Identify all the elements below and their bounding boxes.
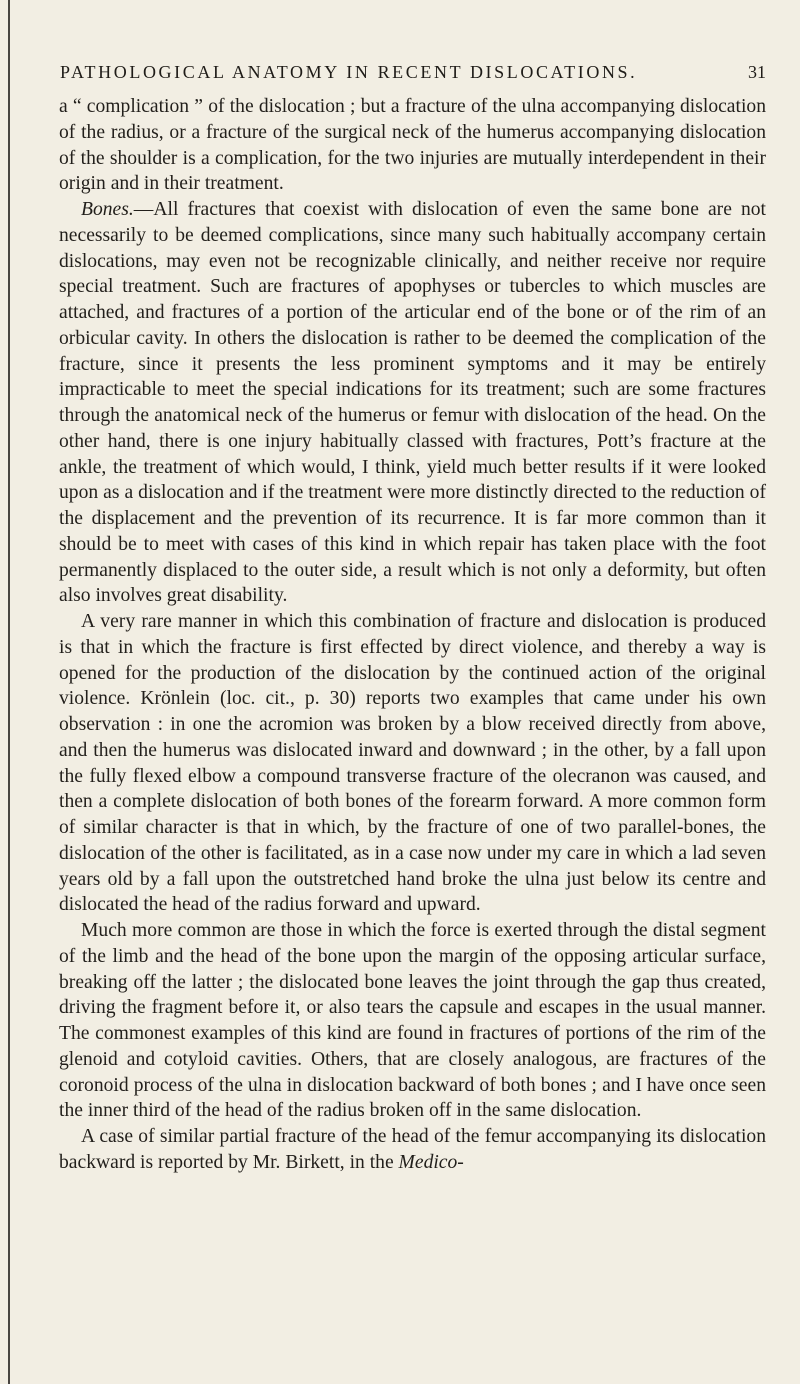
- paragraph-5-text: A case of similar partial fracture of the head of the femur accompanying its dislocation backward is reported by Mr. Birkett, in the: [59, 1126, 766, 1173]
- section-heading-bones: Bones.: [81, 199, 134, 220]
- paragraph-1: a “ complication ” of the dislocation ; but a fracture of the ulna accompanying dislocation of the radius, or a fracture of the surgical neck of the humerus accompanying dislocation of the shoulder is a complication, for the two injuries are mutually interdependent in their origin and in their treatment.: [59, 96, 766, 195]
- paragraph-4: Much more common are those in which the force is exerted through the distal segment of the limb and the head of the bone upon the margin of the opposing articular surface, breaking off the latter ; the dislocated bone leaves the joint through the gap thus created, driving the fragment before it, or also tears the capsule and escapes in the usual manner. The commonest examples of this kind are found in fractures of portions of the rim of the glenoid and cotyloid cavities. Others, that are closely analogous, are fractures of the coronoid process of the ulna in dislocation backward of both bones ; and I have once seen the inner third of the head of the radius broken off in the same dislocation.: [59, 920, 766, 1122]
- journal-title-fragment: Medico-: [398, 1151, 464, 1173]
- paragraph-5: [59, 1124, 766, 1176]
- page-number: 31: [748, 62, 766, 82]
- paragraph-bones: [59, 197, 766, 609]
- running-title: PATHOLOGICAL ANATOMY IN RECENT DISLOCATIONS.: [60, 62, 638, 82]
- paragraph-bones-text: —All fractures that coexist with dislocation of even the same bone are not necessarily to be deemed complications, since many such habitually accompany certain dislocations, may even not be recognizable clinically, and neither receive nor require special treatment. Such are fractures of apophyses or tubercles to which muscles are attached, and fractures of a portion of the articular end of the bone or of the rim of an orbicular cavity. In others the dislocation is rather to be deemed the complication of the fracture, since it presents the less prominent symptoms and it may be entirely impracticable to meet the special indications for its treatment; such are some fractures through the anatomical neck of the humerus or femur with dislocation of the head. On the other hand, there is one injury habitually classed with fractures, Pott’s fracture at the ankle, the treatment of which would, I think, yield much better results if it were looked upon as a dislocation and if the treatment were more distinctly directed to the reduction of the displacement and the prevention of its recurrence. It is far more common than it should be to meet with cases of this kind in which repair has taken place with the foot permanently displaced to the outer side, a result which is not only a deformity, but often also involves great disability.: [59, 199, 766, 607]
- body-text: [59, 94, 766, 1176]
- page-gutter-edge: [8, 0, 10, 1384]
- paragraph-3: A very rare manner in which this combination of fracture and dislocation is produced is that in which the fracture is first effected by direct violence, and thereby a way is opened for the production of the dislocation by the continued action of the original violence. Krönlein (loc. cit., p. 30) reports two examples that came under his own observation : in one the acromion was broken by a blow received directly from above, and then the humerus was dislocated inward and downward ; in the other, by a fall upon the fully flexed elbow a compound transverse fracture of the olecranon was caused, and then a complete dislocation of both bones of the forearm forward. A more common form of similar character is that in which, by the fracture of one of two parallel-bones, the dislocation of the other is facilitated, as in a case now under my care in which a lad seven years old by a fall upon the outstretched hand broke the ulna just below its centre and dislocated the head of the radius forward and upward.: [59, 611, 766, 916]
- running-head: [60, 62, 766, 88]
